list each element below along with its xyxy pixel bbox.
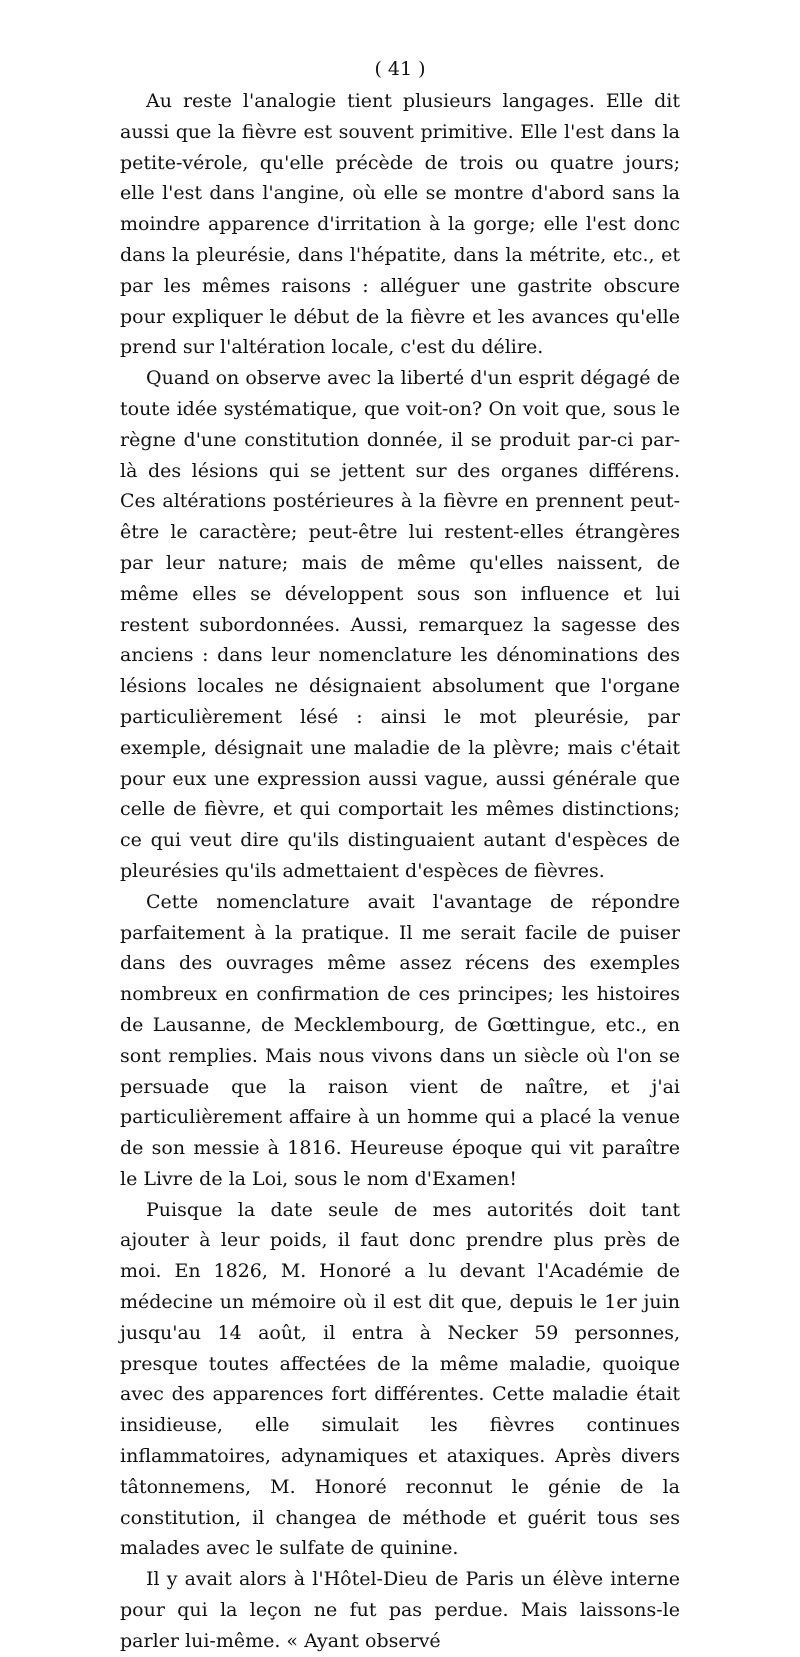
paragraph: Au reste l'analogie tient plusieurs langages. Elle dit aussi que la fièvre est souvent primitive. Elle l'est dans la petite-vérole, qu'elle précède de trois ou quatre jours; elle l'est dans l'angine, où elle se montre d'abord sans la moindre apparence d'irritation à la gorge; elle l'est donc dans la pleurésie, dans l'hépatite, dans la métrite, etc., et par les mêmes raisons : alléguer une gastrite obscure pour expliquer le début de la fièvre et les avances qu'elle prend sur l'altération locale, c'est du délire. <box>120 90 680 359</box>
paragraph: Il y avait alors à l'Hôtel-Dieu de Paris un élève interne pour qui la leçon ne fut pas perdue. Mais laissons-le parler lui-même. « Ayant observé <box>120 1568 680 1652</box>
paragraph: Puisque la date seule de mes autorités doit tant ajouter à leur poids, il faut donc prendre plus près de moi. En 1826, M. Honoré a lu devant l'Académie de médecine un mémoire où il est dit que, depuis le 1er juin jusqu'au 14 août, il entra à Necker 59 personnes, presque toutes affectées de la même maladie, quoique avec des apparences fort différentes. Cette maladie était insidieuse, elle simulait les fièvres continues inflammatoires, adynamiques et ataxiques. Après divers tâtonnemens, M. Honoré reconnut le génie de la constitution, il changea de méthode et guérit tous ses malades avec le sulfate de quinine. <box>120 1198 680 1560</box>
body-text <box>120 86 680 1657</box>
page-number: ( 41 ) <box>374 58 426 80</box>
paragraph: Cette nomenclature avait l'avantage de répondre parfaitement à la pratique. Il me serait facile de puiser dans des ouvrages même assez récens des exemples nombreux en confirmation de ces principes; les histoires de Lausanne, de Mecklembourg, de Gœttingue, etc., en sont remplies. Mais nous vivons dans un siècle où l'on se persuade que la raison vient de naître, et j'ai particulièrement affaire à un homme qui a placé la venue de son messie à 1816. Heureuse époque qui vit paraître le Livre de la Loi, sous le nom d'Examen! <box>120 890 680 1190</box>
paragraph: Quand on observe avec la liberté d'un esprit dégagé de toute idée systématique, que voit-on? On voit que, sous le règne d'une constitution donnée, il se produit par-ci par-là des lésions qui se jettent sur des organes différens. Ces altérations postérieures à la fièvre en prennent peut-être le caractère; peut-être lui restent-elles étrangères par leur nature; mais de même qu'elles naissent, de même elles se développent sous son influence et lui restent subordonnées. Aussi, remarquez la sagesse des anciens : dans leur nomenclature les dénominations des lésions locales ne désignaient absolument que l'organe particulièrement lésé : ainsi le mot pleurésie, par exemple, désignait une maladie de la plèvre; mais c'était pour eux une expression aussi vague, aussi générale que celle de fièvre, et qui comportait les mêmes distinctions; ce qui veut dire qu'ils distinguaient autant d'espèces de pleurésies qu'ils admettaient d'espèces de fièvres. <box>120 367 680 882</box>
